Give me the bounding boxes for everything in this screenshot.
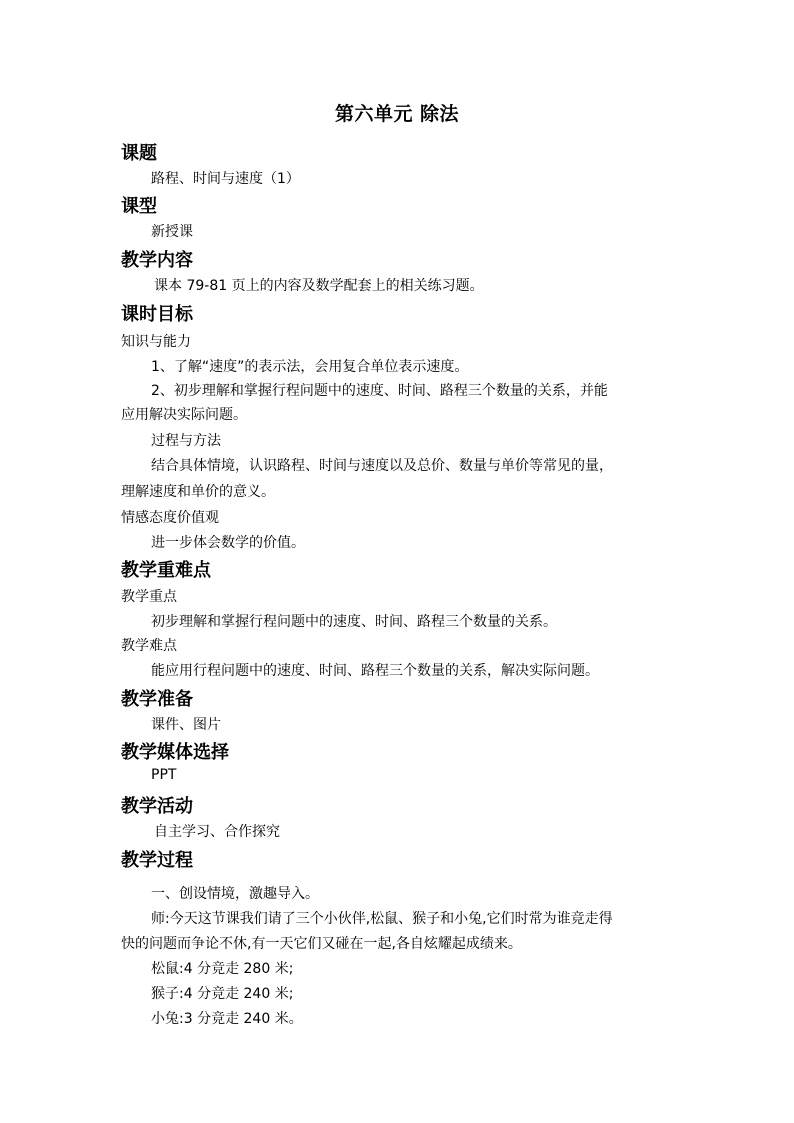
heading-topic: 课题 bbox=[121, 143, 157, 164]
monkey-record: 猴子:4 分竞走 240 米; bbox=[151, 986, 294, 1002]
heading-media: 教学媒体选择 bbox=[121, 742, 229, 763]
process-method-line-2: 理解速度和单价的意义。 bbox=[121, 484, 275, 500]
objective-item-1: 1、了解“速度”的表示法，会用复合单位表示速度。 bbox=[151, 359, 469, 375]
emotion-attitude-label: 情感态度价值观 bbox=[121, 510, 219, 526]
topic-text: 路程、时间与速度（1） bbox=[151, 171, 300, 187]
media-text: PPT bbox=[151, 767, 177, 783]
heading-process: 教学过程 bbox=[121, 850, 193, 871]
preparation-text: 课件、图片 bbox=[151, 717, 221, 733]
heading-content: 教学内容 bbox=[121, 250, 193, 271]
objective-item-2-line-1: 2、初步理解和掌握行程问题中的速度、时间、路程三个数量的关系，并能 bbox=[151, 383, 608, 399]
type-text: 新授课 bbox=[151, 224, 193, 240]
rabbit-record: 小兔:3 分竞走 240 米。 bbox=[151, 1011, 303, 1027]
content-text: 课本 79-81 页上的内容及数学配套上的相关练习题。 bbox=[154, 278, 484, 294]
teaching-focus-text: 初步理解和掌握行程问题中的速度、时间、路程三个数量的关系。 bbox=[151, 614, 557, 630]
heading-objectives: 课时目标 bbox=[121, 304, 193, 325]
teacher-intro-line-2: 快的问题而争论不休,有一天它们又碰在一起,各自炫耀起成绩来。 bbox=[121, 936, 522, 952]
teaching-focus-label: 教学重点 bbox=[121, 589, 177, 605]
process-step-1: 一、创设情境，激趣导入。 bbox=[151, 886, 319, 902]
teaching-difficulty-text: 能应用行程问题中的速度、时间、路程三个数量的关系，解决实际问题。 bbox=[151, 663, 599, 679]
squirrel-record: 松鼠:4 分竞走 280 米; bbox=[151, 961, 294, 977]
objective-item-2-line-2: 应用解决实际问题。 bbox=[121, 407, 247, 423]
teacher-intro-line-1: 师:今天这节课我们请了三个小伙伴,松鼠、猴子和小兔,它们时常为谁竞走得 bbox=[151, 911, 613, 927]
teaching-difficulty-label: 教学难点 bbox=[121, 638, 177, 654]
process-method-label: 过程与方法 bbox=[151, 433, 221, 449]
knowledge-ability-label: 知识与能力 bbox=[121, 334, 191, 350]
activities-text: 自主学习、合作探究 bbox=[154, 824, 280, 840]
heading-preparation: 教学准备 bbox=[121, 689, 193, 710]
process-method-line-1: 结合具体情境，认识路程、时间与速度以及总价、数量与单价等常见的量， bbox=[151, 458, 613, 474]
emotion-attitude-text: 进一步体会数学的价值。 bbox=[151, 535, 305, 551]
heading-key-points: 教学重难点 bbox=[121, 560, 211, 581]
heading-activities: 教学活动 bbox=[121, 796, 193, 817]
heading-type: 课型 bbox=[121, 196, 157, 217]
page-title: 第六单元 除法 bbox=[334, 103, 460, 125]
